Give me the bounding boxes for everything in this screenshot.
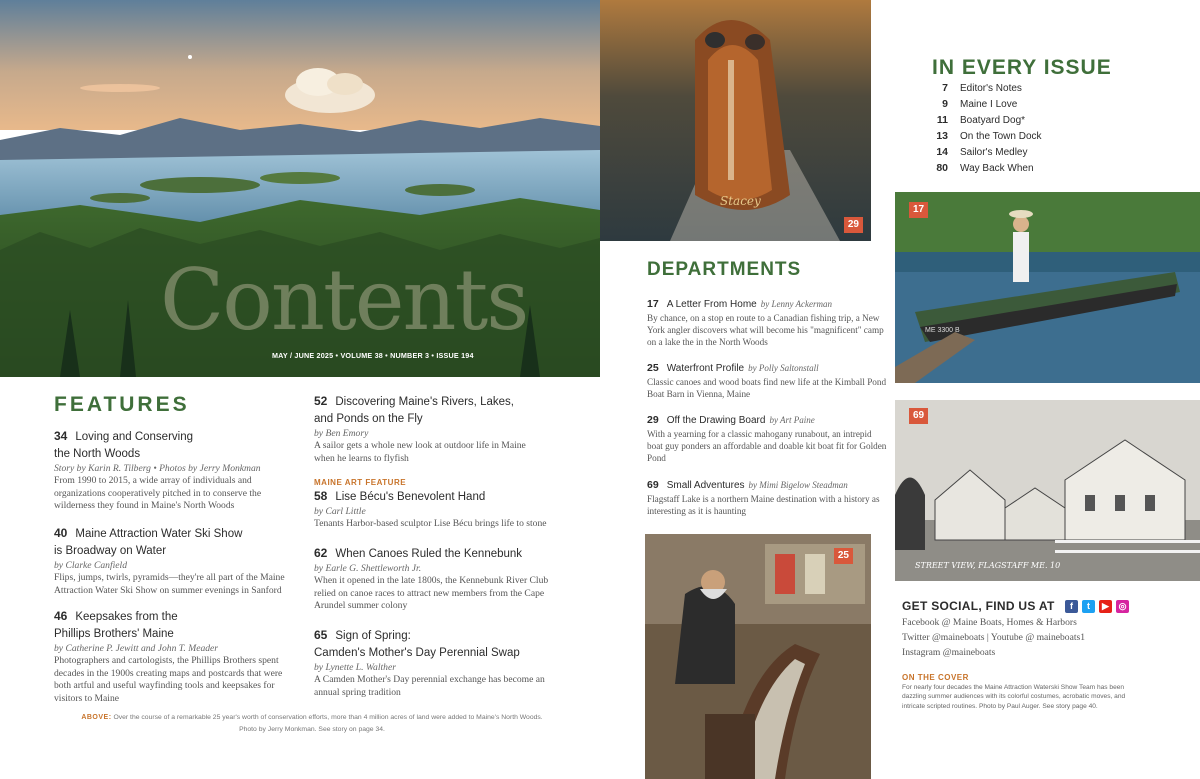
- page-number: 9: [942, 98, 948, 110]
- every-issue-title: Maine I Love: [960, 98, 1018, 110]
- every-issue-item[interactable]: [920, 160, 1120, 176]
- runabout-boat-photo: [600, 0, 871, 241]
- instagram-handle[interactable]: Instagram @maineboats: [902, 647, 996, 658]
- page-number: 17: [647, 298, 659, 310]
- feature-description: Photographers and cartologists, the Phillips Brothers spent decades in the 1900s creating maps and postcards that were both artful and useful wayfinding tools and keepsakes for visitors to Maine: [54, 655, 283, 704]
- feature-description: Tenants Harbor-based sculptor Lise Bécu brings life to stone: [314, 518, 547, 529]
- page-number: 69: [647, 479, 659, 491]
- every-issue-title: Boatyard Dog*: [960, 114, 1026, 126]
- byline: by Catherine P. Jewitt and John T. Meader: [54, 643, 219, 654]
- north-woods-hero-photo: [0, 0, 600, 377]
- feature-title: Maine Attraction Water Ski Show: [75, 528, 243, 540]
- boat-workshop-photo: [645, 534, 871, 779]
- feature-title: the North Woods: [54, 448, 141, 460]
- page-number: 11: [936, 114, 948, 126]
- every-issue-title: Way Back When: [960, 162, 1034, 174]
- feature-title: When Canoes Ruled the Kennebunk: [335, 548, 523, 560]
- canoe-registration: ME 3300 B: [925, 327, 960, 334]
- page-number: 34: [54, 429, 68, 443]
- department-description: By chance, on a stop en route to a Canadian fishing trip, a New York angler discovers what will become his "magnificent" camp on a lake the in the North Woods: [647, 313, 884, 347]
- department-item[interactable]: [647, 476, 887, 517]
- feature-title: Camden's Mother's Day Perennial Swap: [314, 647, 520, 659]
- page-number: 62: [314, 546, 328, 560]
- department-description: With a yearning for a classic mahogany runabout, an intrepid boat guy ponders an affordable and doable kit boat fit for Golden Pond: [647, 429, 887, 463]
- feature-title: Phillips Brothers' Maine: [54, 628, 174, 640]
- department-title: Waterfront Profile: [666, 363, 745, 374]
- photo-credit: Photo by Jerry Monkman. See story on page 34.: [239, 726, 385, 733]
- byline: by Carl Little: [314, 506, 366, 517]
- facebook-icon[interactable]: f: [1065, 600, 1078, 613]
- every-issue-item[interactable]: [920, 80, 1120, 96]
- cover-kicker: ON THE COVER: [902, 673, 969, 682]
- department-title: A Letter From Home: [666, 299, 757, 310]
- page-number: 40: [54, 526, 68, 540]
- feature-item[interactable]: [314, 545, 554, 613]
- caption-kicker: ABOVE:: [81, 714, 112, 721]
- facebook-handle[interactable]: Facebook @ Maine Boats, Homes & Harbors: [902, 617, 1077, 628]
- feature-title: Lise Bécu's Benevolent Hand: [335, 491, 486, 503]
- every-issue-title: Editor's Notes: [960, 82, 1022, 94]
- feature-item[interactable]: [54, 525, 294, 597]
- feature-item[interactable]: [54, 428, 274, 513]
- byline: by Earle G. Shettleworth Jr.: [314, 563, 422, 574]
- feature-item[interactable]: [54, 608, 294, 705]
- page-number: 7: [942, 82, 948, 94]
- every-issue-list: [920, 80, 1120, 176]
- every-issue-title: On the Town Dock: [960, 130, 1042, 142]
- feature-item[interactable]: [314, 627, 554, 699]
- feature-title: is Broadway on Water: [54, 545, 167, 557]
- feature-description: A sailor gets a whole new look at outdoor life in Maine when he learns to flyfish: [314, 440, 526, 464]
- every-issue-item[interactable]: [920, 144, 1120, 160]
- byline: by Ben Emory: [314, 428, 369, 439]
- department-item[interactable]: [647, 295, 887, 348]
- feature-description: When it opened in the late 1800s, the Kennebunk River Club relied on canoe races to attract new members from the Cape Arundel summer colony: [314, 575, 549, 611]
- flagstaff-street-view-photo: [895, 400, 1200, 581]
- byline: by Lynette L. Walther: [314, 662, 396, 673]
- feature-item[interactable]: [314, 393, 534, 465]
- every-issue-item[interactable]: [920, 96, 1120, 112]
- page-number: 80: [936, 162, 948, 174]
- page-number: 13: [936, 130, 948, 142]
- feature-title: Discovering Maine's Rivers, Lakes,: [335, 396, 514, 408]
- cover-description: For nearly four decades the Maine Attraction Waterski Show Team has been dazzling summer audiences with its colorful costumes, acrobatic moves, and intricate scripted routines. Photo by Paul Auger. See story page 40.: [902, 684, 1126, 710]
- caption-text: Over the course of a remarkable 25 year's worth of conservation efforts, more than 4 million acres of land were added to Maine's North Woods.: [113, 714, 543, 721]
- contents-title: Contents: [160, 251, 528, 349]
- every-issue-title: Sailor's Medley: [960, 146, 1028, 158]
- feature-title: and Ponds on the Fly: [314, 413, 423, 425]
- page-number: 46: [54, 609, 68, 623]
- feature-title: Keepsakes from the: [75, 611, 178, 623]
- departments-heading: DEPARTMENTS: [647, 259, 802, 280]
- department-description: Flagstaff Lake is a northern Maine destination with a history as interesting as it is haunting: [647, 494, 880, 516]
- issue-info: MAY / JUNE 2025 • VOLUME 38 • NUMBER 3 • ISSUE 194: [272, 351, 474, 360]
- feature-title: Sign of Spring:: [335, 630, 411, 642]
- department-description: Classic canoes and wood boats find new life at the Kimball Pond Boat Barn in Vienna, Maine: [647, 377, 887, 399]
- section-kicker: MAINE ART FEATURE: [314, 478, 407, 487]
- page-badge: 29: [844, 217, 863, 233]
- twitter-youtube-handles[interactable]: Twitter @maineboats | Youtube @ maineboats1: [902, 632, 1086, 643]
- page-badge: 17: [909, 202, 928, 218]
- social-icons: [1065, 600, 1129, 613]
- every-issue-item[interactable]: [920, 112, 1120, 128]
- page-number: 52: [314, 394, 328, 408]
- department-item[interactable]: [647, 359, 887, 400]
- features-heading: FEATURES: [54, 393, 190, 416]
- page-badge: 69: [909, 408, 928, 424]
- page-number: 25: [647, 362, 659, 374]
- page-badge: 25: [834, 548, 853, 564]
- page-number: 58: [314, 489, 328, 503]
- instagram-icon[interactable]: ◎: [1116, 600, 1129, 613]
- twitter-icon[interactable]: t: [1082, 600, 1095, 613]
- photo-caption: [62, 712, 562, 736]
- department-title: Off the Drawing Board: [666, 415, 766, 426]
- every-issue-heading: IN EVERY ISSUE: [932, 56, 1112, 79]
- social-heading: GET SOCIAL, FIND US AT: [902, 599, 1055, 613]
- byline: by Art Paine: [769, 415, 815, 425]
- byline: by Clarke Canfield: [54, 560, 128, 571]
- feature-description: Flips, jumps, twirls, pyramids—they're all part of the Maine Attraction Water Ski Show on summer evenings in Sanford: [54, 572, 285, 596]
- department-item[interactable]: [647, 411, 887, 464]
- feature-title: Loving and Conserving: [75, 431, 193, 443]
- youtube-icon[interactable]: ▶: [1099, 600, 1112, 613]
- feature-item[interactable]: [314, 477, 554, 531]
- byline: by Polly Saltonstall: [748, 363, 819, 373]
- page-number: 14: [936, 146, 948, 158]
- byline: by Lenny Ackerman: [760, 299, 833, 309]
- page-number: 29: [647, 414, 659, 426]
- boat-name-text: Stacey: [720, 194, 761, 208]
- byline: by Mimi Bigelow Steadman: [748, 480, 848, 490]
- department-title: Small Adventures: [666, 480, 745, 491]
- page-number: 65: [314, 628, 328, 642]
- feature-description: From 1990 to 2015, a wide array of individuals and organizations cooperatively pitched in to conserve the wilderness they found in Maine's North Woods: [54, 475, 262, 511]
- canoe-dock-photo: [895, 192, 1200, 383]
- byline: Story by Karin R. Tilberg • Photos by Jerry Monkman: [54, 463, 261, 474]
- street-view-caption: STREET VIEW, FLAGSTAFF ME. 10: [915, 561, 1061, 570]
- every-issue-item[interactable]: [920, 128, 1120, 144]
- feature-description: A Camden Mother's Day perennial exchange has become an annual spring tradition: [314, 674, 545, 698]
